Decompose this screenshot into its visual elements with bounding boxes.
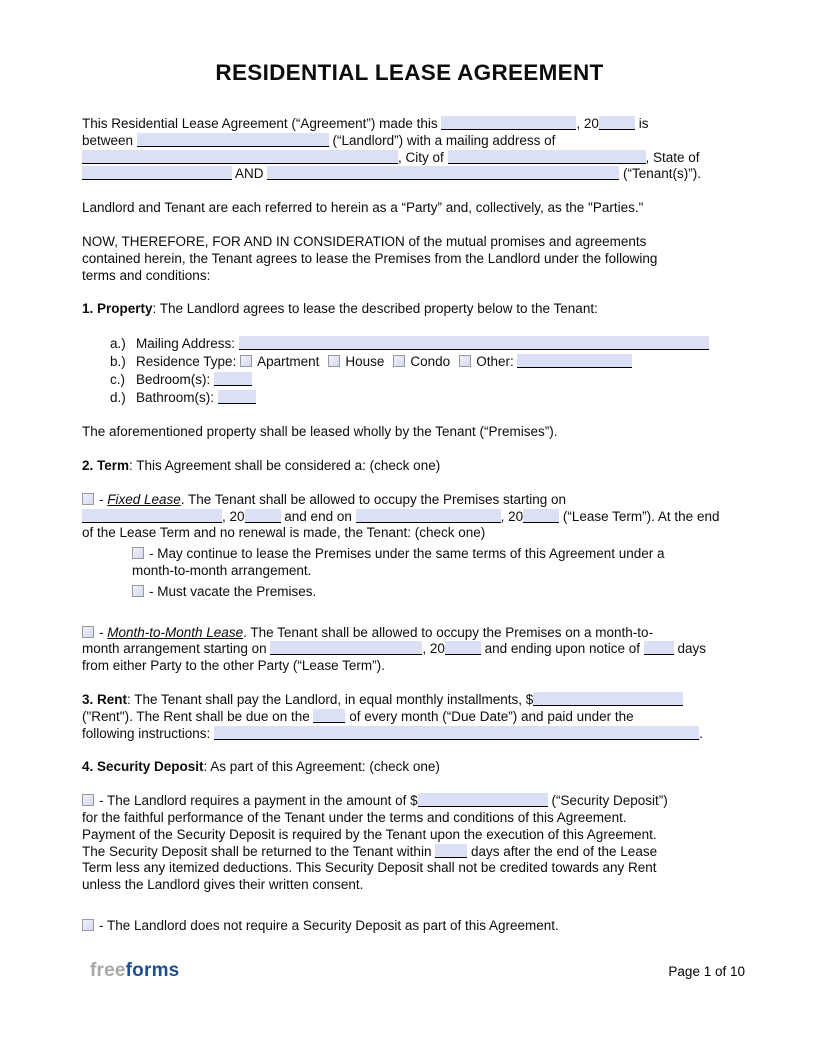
text-segment: (“Tenant(s)”). <box>619 166 702 182</box>
fixed-lease-option-1 <box>132 546 737 580</box>
agreement-day-field[interactable] <box>441 116 576 130</box>
item-label: d.) <box>110 390 126 406</box>
text-segment: (“Landlord”) with a mailing address of <box>328 132 556 148</box>
m2m-notice-days-field[interactable] <box>644 641 674 655</box>
rent-line-1 <box>82 692 737 709</box>
freeforms-logo <box>90 960 179 982</box>
intro-line-2 <box>82 133 737 150</box>
text-segment: The Security Deposit shall be returned to the Tenant within <box>82 843 436 859</box>
text-segment: Bathroom(s): <box>136 390 218 406</box>
text-segment: between <box>82 132 137 148</box>
deposit-line-6: unless the Landlord gives their written consent. <box>82 877 364 893</box>
m2m-line-3: from either Party to the other Party (“Lease Term”). <box>82 658 385 674</box>
deposit-line-3: Payment of the Security Deposit is required by the Tenant upon the execution of this Agreement. <box>82 826 657 842</box>
deposit-required-paragraph <box>82 793 737 894</box>
text-segment: , 20 <box>222 508 245 524</box>
property-item-d <box>110 389 737 407</box>
agreement-year-field[interactable] <box>599 116 635 130</box>
text-segment: : This Agreement shall be considered a: (check one) <box>129 457 441 473</box>
item-label: b.) <box>110 354 126 370</box>
fixed-lease-paragraph <box>82 492 737 601</box>
fixed-lease-line-1 <box>82 492 737 509</box>
month-to-month-paragraph <box>82 625 737 675</box>
text-segment: - Must vacate the Premises. <box>149 583 317 599</box>
text-segment: - The Landlord requires a payment in the amount of $ <box>99 793 418 809</box>
deposit-not-required-checkbox[interactable] <box>82 919 94 931</box>
checkbox-label: Apartment <box>257 354 320 370</box>
option-line <box>132 546 737 563</box>
fixed-lease-line-3: of the Lease Term and no renewal is made, the Tenant: (check one) <box>82 525 486 541</box>
premises-note: The aforementioned property shall be leased wholly by the Tenant (“Premises”). <box>82 424 558 440</box>
fixed-lease-checkbox[interactable] <box>82 493 94 505</box>
condo-checkbox[interactable] <box>393 355 405 367</box>
option-line <box>132 584 737 601</box>
section-term-heading <box>82 458 737 475</box>
text-segment: following instructions: <box>82 725 215 741</box>
text-segment: : The Landlord agrees to lease the described property below to the Tenant: <box>152 301 598 317</box>
rent-line-3 <box>82 726 737 743</box>
document-title: RESIDENTIAL LEASE AGREEMENT <box>215 60 604 85</box>
consideration-line-3: terms and conditions: <box>82 267 211 283</box>
checkbox-label: Condo <box>410 354 451 370</box>
text-segment: : As part of this Agreement: (check one) <box>203 759 440 775</box>
text-segment: This Residential Lease Agreement (“Agreement”) made this <box>82 116 442 131</box>
page-footer <box>90 960 745 982</box>
item-label: a.) <box>110 336 126 352</box>
text-segment: . The Tenant shall be allowed to occupy the Premises on a month-to- <box>243 624 654 640</box>
text-segment: and end on <box>280 508 356 524</box>
apartment-checkbox[interactable] <box>240 355 252 367</box>
house-checkbox[interactable] <box>328 355 340 367</box>
property-list <box>110 335 737 407</box>
text-segment: , 20 <box>576 116 599 131</box>
text-segment: , State of <box>645 149 700 165</box>
text-segment: - May continue to lease the Premises under the same terms of this Agreement under a <box>149 546 665 562</box>
property-item-a <box>110 335 737 353</box>
section-deposit-heading <box>82 759 737 776</box>
text-segment: days after the end of the Lease <box>467 843 658 859</box>
text-segment: ("Rent"). The Rent shall be due on the <box>82 708 314 724</box>
city-field[interactable] <box>448 150 646 164</box>
deposit-noreq-line <box>82 918 737 935</box>
text-segment: is <box>634 116 649 131</box>
other-checkbox[interactable] <box>459 355 471 367</box>
m2m-line-2 <box>82 641 737 658</box>
text-segment: , City of <box>398 149 448 165</box>
must-vacate-checkbox[interactable] <box>132 585 144 597</box>
lease-type-name: Fixed Lease <box>107 491 181 507</box>
section-number-title: 4. Security Deposit <box>82 759 204 775</box>
item-label: c.) <box>110 372 125 388</box>
text-segment: of every month (“Due Date”) and paid under the <box>345 708 634 724</box>
text-segment: Mailing Address: <box>136 336 239 352</box>
section-number-title: 1. Property <box>82 301 153 317</box>
m2m-start-date-field[interactable] <box>270 641 422 655</box>
fixed-end-year-field[interactable] <box>523 509 559 523</box>
text-segment: - The Landlord does not require a Security Deposit as part of this Agreement. <box>99 917 559 933</box>
text-segment: month arrangement starting on <box>82 641 271 657</box>
checkbox-label: House <box>345 354 385 370</box>
intro-line-3 <box>82 150 737 167</box>
m2m-start-year-field[interactable] <box>445 641 481 655</box>
deposit-amount-field[interactable] <box>418 793 548 807</box>
deposit-line-1 <box>82 793 737 810</box>
fixed-lease-line-2 <box>82 509 737 526</box>
rent-due-day-field[interactable] <box>313 709 345 723</box>
text-segment: (“Security Deposit”) <box>547 793 668 809</box>
deposit-return-days-field[interactable] <box>435 844 467 858</box>
text-segment: Bedroom(s): <box>136 372 215 388</box>
text-segment: : The Tenant shall pay the Landlord, in equal monthly installments, $ <box>127 691 534 707</box>
text-segment: - <box>99 491 108 507</box>
deposit-line-5: Term less any itemized deductions. This Security Deposit shall not be credited towards any Rent <box>82 860 657 876</box>
deposit-required-checkbox[interactable] <box>82 794 94 806</box>
text-segment: . The Tenant shall be allowed to occupy the Premises starting on <box>180 491 567 507</box>
deposit-line-2: for the faithful performance of the Tenant under the terms and conditions of this Agreement. <box>82 809 627 825</box>
m2m-line-1 <box>82 625 737 642</box>
logo-forms-text: forms <box>125 960 180 981</box>
text-segment: , 20 <box>500 508 524 524</box>
consideration-line-1: NOW, THEREFORE, FOR AND IN CONSIDERATION of the mutual promises and agreements <box>82 233 647 249</box>
consideration-paragraph <box>82 234 737 284</box>
landlord-address-field[interactable] <box>82 150 398 164</box>
checkbox-label: Other: <box>476 354 518 370</box>
deposit-line-4 <box>82 844 737 861</box>
parties-paragraph: Landlord and Tenant are each referred to herein as a “Party” and, collectively, as the "Parties." <box>82 200 644 216</box>
fixed-end-date-field[interactable] <box>356 509 501 523</box>
bedrooms-field[interactable] <box>214 372 252 386</box>
text-segment: AND <box>232 166 268 182</box>
text-segment: and ending upon notice of <box>480 641 644 657</box>
property-address-field[interactable] <box>239 336 709 350</box>
section-number-title: 3. Rent <box>82 691 128 707</box>
option-line: month-to-month arrangement. <box>132 562 312 578</box>
fixed-lease-option-2 <box>132 584 737 601</box>
text-segment: (“Lease Term”). At the end <box>559 508 720 524</box>
text-segment: , 20 <box>422 641 445 657</box>
month-to-month-checkbox[interactable] <box>82 626 94 638</box>
property-item-c <box>110 371 737 389</box>
bathrooms-field[interactable] <box>218 390 256 404</box>
tenant-names-field[interactable] <box>267 166 619 180</box>
rent-line-2 <box>82 709 737 726</box>
text-segment: - <box>99 624 108 640</box>
state-field[interactable] <box>82 166 232 180</box>
rent-amount-field[interactable] <box>533 692 683 706</box>
fixed-start-date-field[interactable] <box>82 509 222 523</box>
text-segment: Residence Type: <box>136 354 241 370</box>
lease-type-name: Month-to-Month Lease <box>107 624 244 640</box>
logo-free-text: free <box>90 960 126 981</box>
consideration-line-2: contained herein, the Tenant agrees to lease the Premises from the Landlord under the following <box>82 250 658 266</box>
may-continue-checkbox[interactable] <box>132 547 144 559</box>
text-segment: days <box>673 641 707 657</box>
landlord-name-field[interactable] <box>137 133 329 147</box>
intro-paragraph <box>82 116 737 183</box>
deposit-not-required-paragraph <box>82 918 737 935</box>
rent-paragraph <box>82 692 737 742</box>
page-number: Page 1 of 10 <box>668 964 745 979</box>
section-property-heading <box>82 301 737 318</box>
section-number-title: 2. Term <box>82 457 130 473</box>
property-item-b <box>110 353 737 371</box>
intro-line-1 <box>82 116 737 133</box>
intro-line-4 <box>82 166 737 183</box>
text-segment: . <box>699 725 703 741</box>
fixed-start-year-field[interactable] <box>245 509 281 523</box>
residence-other-field[interactable] <box>517 354 632 368</box>
payment-instructions-field[interactable] <box>214 726 699 740</box>
